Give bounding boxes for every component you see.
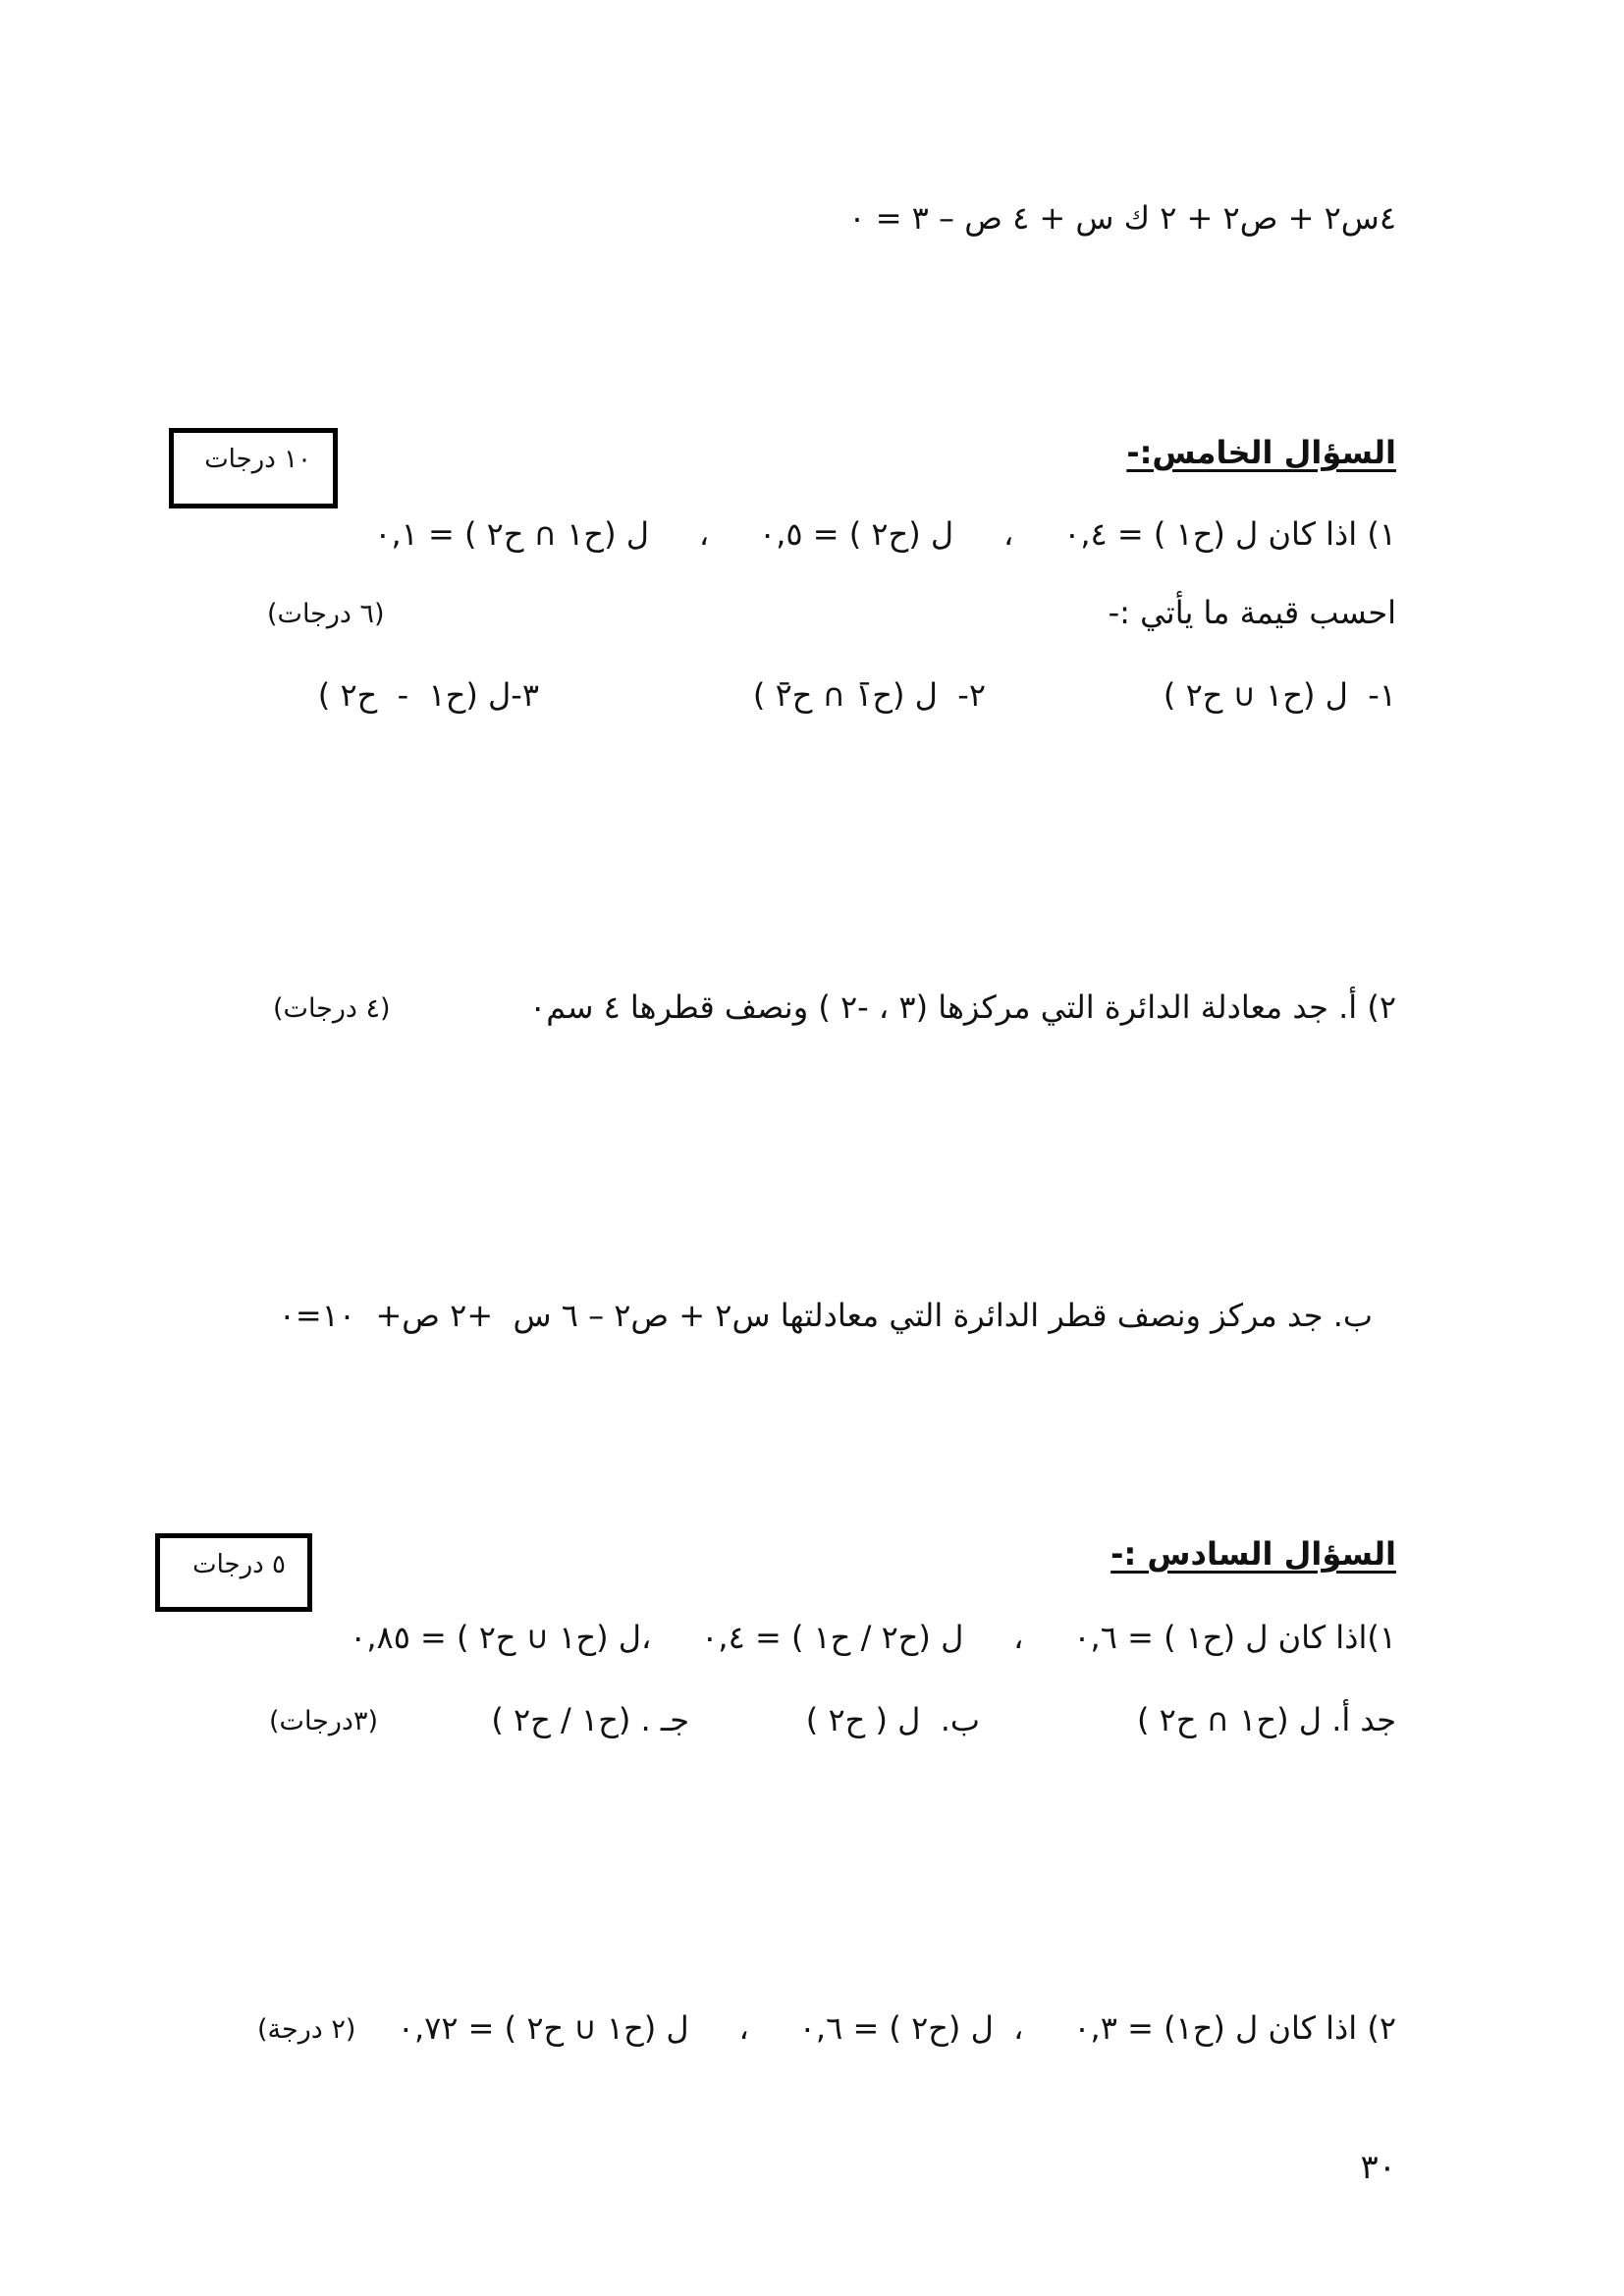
q6-p1-b: ب. ل ( ح٢ ) xyxy=(805,1701,980,1738)
q5-p2a: ٢) أ. جد معادلة الدائرة التي مركزها (٣ ، -٢ ) ونصف قطرها ٤ سم٠ xyxy=(529,988,1396,1026)
q5-p1-item-2: ٢- ل (ح̄١ ∩ ح̄٢ ) xyxy=(752,676,986,714)
q6-p2-marks: (٢ درجة) xyxy=(257,2014,356,2045)
page-number: ٣٠ xyxy=(1360,2148,1396,2187)
q6-marks-box xyxy=(155,1533,312,1612)
q6-p1-c: جـ . (ح١ / ح٢ ) xyxy=(491,1701,689,1738)
q5-marks-box xyxy=(169,428,338,508)
q5-p2b: ب. جد مركز ونصف قطر الدائرة التي معادلتها س٢ + ص٢ – ٦ س +٢ ص+ ١٠=٠ xyxy=(278,1297,1373,1334)
q6-p1-given: ١)اذا كان ل (ح١ ) = ٠,٦ ، ل (ح٢ / ح١ ) = ٠,٤ ،ل (ح١ ∪ ح٢ ) = ٠,٨٥ xyxy=(350,1619,1396,1656)
q5-p2a-marks: (٤ درجات) xyxy=(273,993,391,1024)
q5-p1-marks: (٦ درجات) xyxy=(267,599,385,629)
top-equation: ٤س٢ + ص٢ + ٢ ك س + ٤ ص – ٣ = ٠ xyxy=(848,199,1396,237)
q5-p1-given: ١) اذا كان ل (ح١ ) = ٠,٤ ، ل (ح٢ ) = ٠,٥ ، ل (ح١ ∩ ح٢ ) = ٠,١ xyxy=(374,515,1396,553)
q6-marks-label: ٥ درجات xyxy=(192,1550,286,1579)
q5-p1-item-1: ١- ل (ح١ ∪ ح٢ ) xyxy=(1163,676,1396,714)
q5-p1-instruction: احسب قيمة ما يأتي :- xyxy=(1108,594,1396,631)
q6-p1-a: جد أ. ل (ح١ ∩ ح٢ ) xyxy=(1137,1701,1396,1738)
q5-p1-item-3: ٣-ل (ح١ - ح٢ ) xyxy=(317,676,539,714)
q6-p2-given: ٢) اذا كان ل (ح١) = ٠,٣ ، ل (ح٢ ) = ٠,٦ ، ل (ح١ ∪ ح٢ ) = ٠,٧٢ xyxy=(397,2009,1396,2047)
q6-heading: السؤال السادس :- xyxy=(1110,1535,1396,1573)
q6-p1-marks: (٣درجات) xyxy=(269,1706,378,1736)
q5-marks-label: ١٠ درجات xyxy=(204,445,311,474)
q5-heading: السؤال الخامس:- xyxy=(1126,434,1396,471)
